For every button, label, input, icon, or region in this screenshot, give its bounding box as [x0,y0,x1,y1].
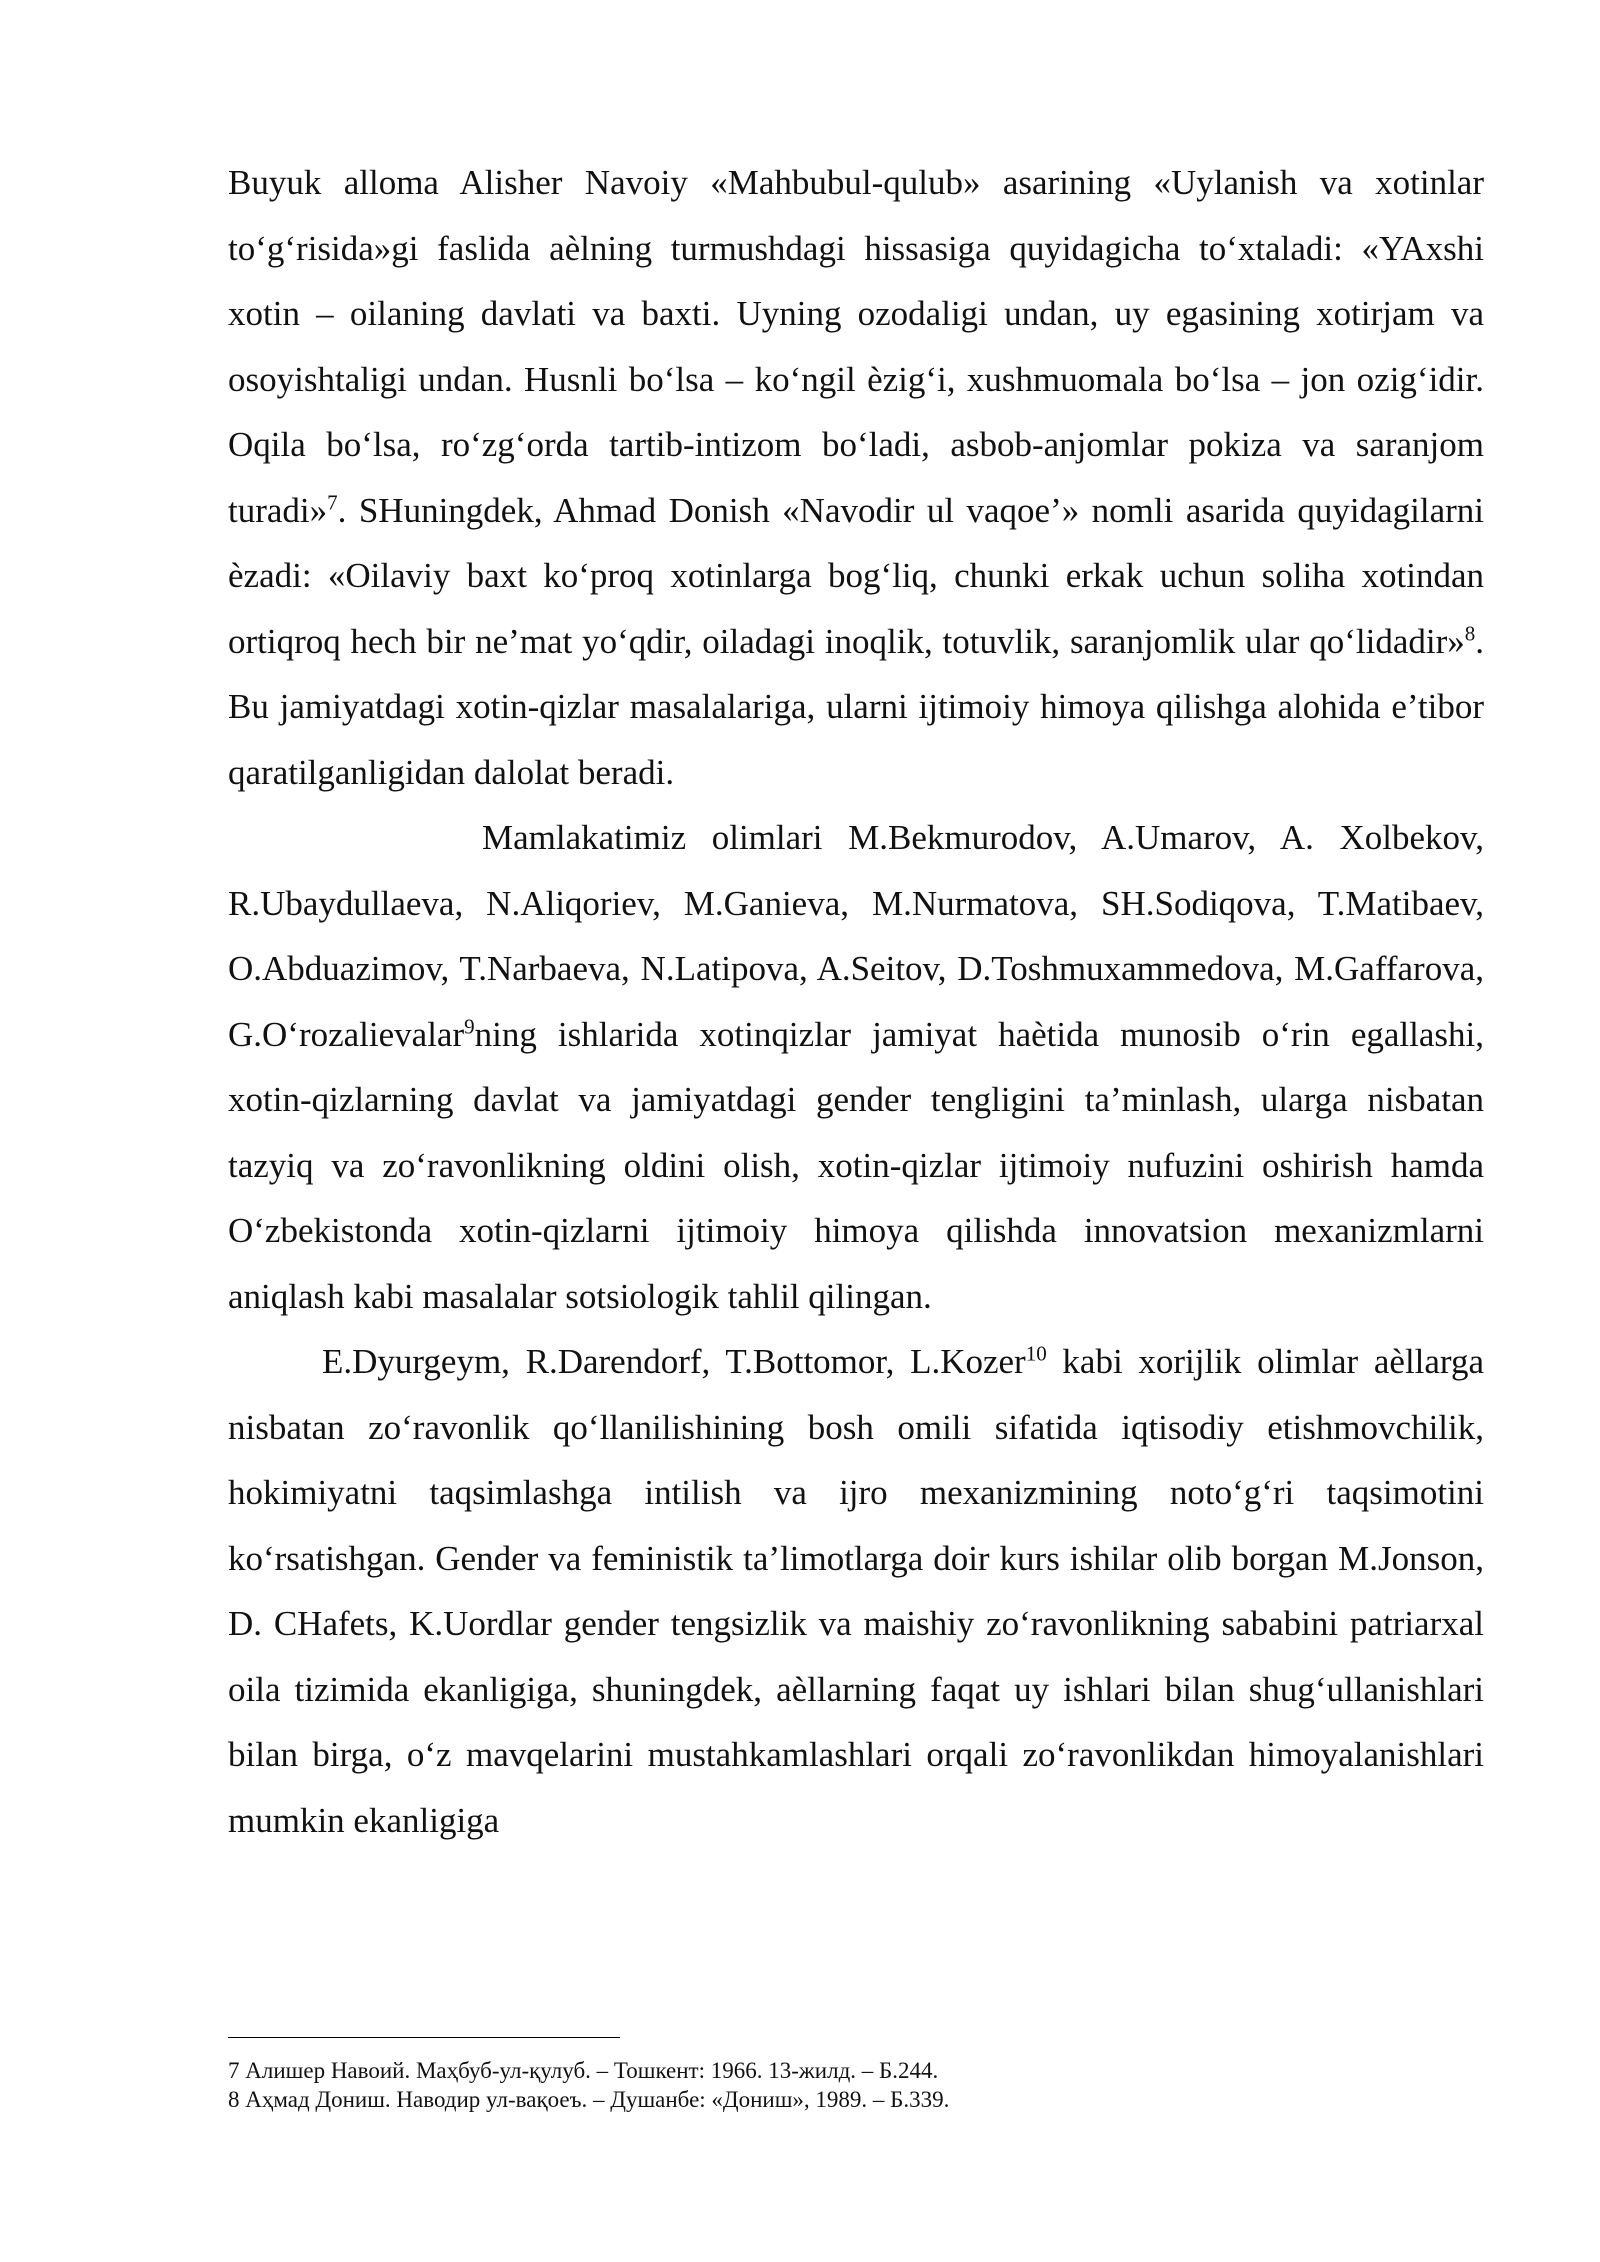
paragraph-3-text-a: E.Dyurgeym, R.Darendorf, T.Bottomor, L.Kozer [322,1342,1026,1381]
footnotes [228,2056,1484,2114]
footnote-ref-9[interactable]: 9 [464,1013,475,1038]
footnote-8: 8 Аҳмад Дониш. Наводир ул-вақоеъ. – Душанбе: «Дониш», 1989. – Б.339. [228,2087,950,2112]
paragraph-3-text-b: kabi xorijlik olimlar aèllarga nisbatan zo‘ravonlik qo‘llanilishining bosh omili sifatida iqtisodiy etishmovchilik, hokimiyatni taqsimlashga intilish va ijro mexanizmining noto‘g‘ri taqsimotini ko‘rsatishgan. Gender va feministik ta’limotlarga doir kurs ishilar olib borgan M.Jonson, D. CHafets, K.Uordlar gender tengsizlik va maishiy zo‘ravonlikning sababini patriarxal oila tizimida ekanligiga, shuningdek, aèllarning faqat uy ishlari bilan shug‘ullanishlari bilan birga, o‘z mavqelarini mustahkamlashlari orqali zo‘ravonlikdan himoyalanishlari mumkin ekanligiga [228,1342,1484,1840]
paragraph-1-text-b: . SHuningdek, Ahmad Donish «Navodir ul vaqoe’» nomli asarida quyidagilarni èzadi: «Oilaviy baxt ko‘proq xotinlarga bog‘liq, chunki erkak uchun soliha xotindan ortiqroq hech bir ne’mat yo‘qdir, oiladagi inoqlik, totuvlik, saranjomlik ular qo‘lidadir» [228,490,1484,661]
paragraph-2-text-a: Mamlakatimiz olimlari M.Bekmurodov, A.Umarov, A. Xolbekov, R.Ubaydullaeva, N.Aliqoriev, M.Ganieva, M.Nurmatova, SH.Sodiqova, T.Matibaev, O.Abduazimov, T.Narbaeva, N.Latipova, A.Seitov, D.Toshmuxammedova, M.Gaffarova, G.O‘rozalievalar [228,818,1484,1054]
paragraph-2 [228,805,1484,1329]
footnote-ref-8[interactable]: 8 [1464,620,1476,645]
paragraph-1-text-a: Buyuk alloma Alisher Navoiy «Mahbubul-qulub» asarining «Uylanish va xotinlar to‘g‘risida»gi faslida aèlning turmushdagi hissasiga quyidagicha to‘xtaladi: «YAxshi xotin – oilaning davlati va baxti. Uyning ozodaligi undan, uy egasining xotirjam va osoyishtaligi undan. Husnli bo‘lsa – ko‘ngil èzig‘i, xushmuomala bo‘lsa – jon ozig‘idir. Oqila bo‘lsa, ro‘zg‘orda tartib-intizom bo‘ladi, asbob-anjomlar pokiza va saranjom turadi» [228,163,1484,530]
paragraph-1-text-c: . Bu jamiyatdagi xotin-qizlar masalalariga, ularni ijtimoiy himoya qilishga alohida e’tibor qaratilganligidan dalolat beradi. [228,621,1484,792]
paragraph-2-text-b: ning ishlarida xotinqizlar jamiyat haètida munosib o‘rin egallashi, xotin-qizlarning davlat va jamiyatdagi gender tengligini ta’minlash, ularga nisbatan tazyiq va zo‘ravonlikning oldini olish, xotin-qizlar ijtimoiy nufuzini oshirish hamda O‘zbekistonda xotin-qizlarni ijtimoiy himoya qilishda innovatsion mexanizmlarni aniqlash kabi masalalar sotsiologik tahlil qilingan. [228,1014,1484,1316]
paragraph-1 [228,150,1484,805]
paragraph-3 [228,1329,1484,1853]
footnote-ref-10[interactable]: 10 [1025,1341,1047,1366]
footnote-ref-7[interactable]: 7 [327,489,338,514]
footnote-separator [228,2037,620,2038]
footnote-7: 7 Алишер Навоий. Маҳбуб-ул-қулуб. – Тошкент: 1966. 13-жилд. – Б.244. [228,2058,939,2083]
body-text [228,150,1484,1853]
